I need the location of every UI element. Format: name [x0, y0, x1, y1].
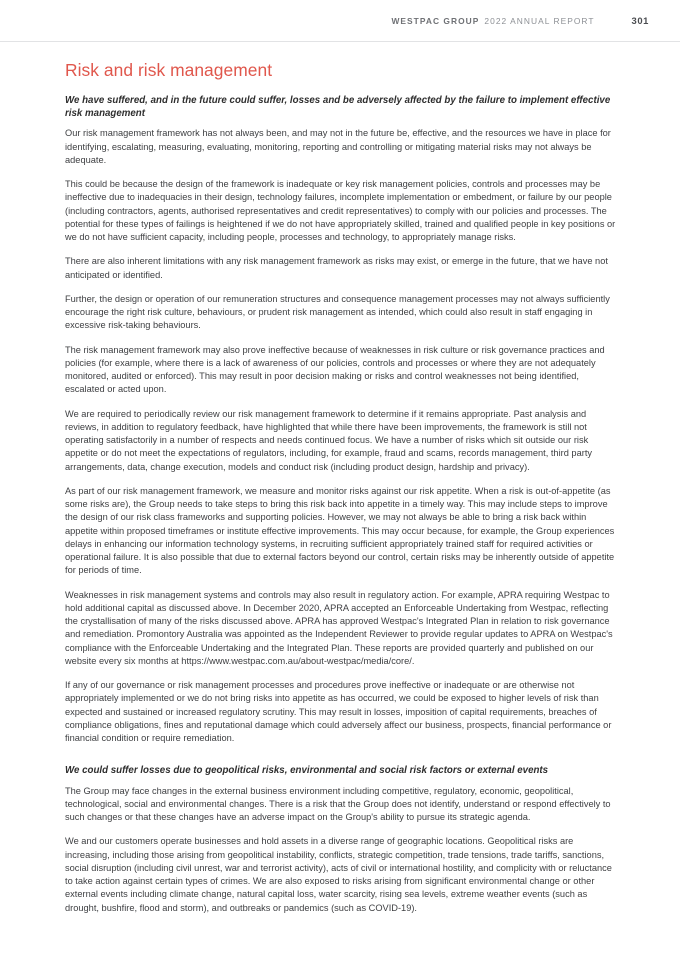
paragraph: The Group may face changes in the external business environment including competitive, regulatory, economic, geopolitical, technological, social and environmental changes. There is a risk that the Group does not identify, understand or respond effectively to such changes or that these changes have an adverse impact on the Group's ability to pursue its strategic agenda.: [65, 785, 611, 823]
paragraph: There are also inherent limitations with any risk management framework as risks may exist, or emerge in the future, that we have not anticipated or identified.: [65, 256, 608, 280]
header-inner: [391, 15, 649, 26]
paragraph: We are required to periodically review our risk management framework to determine if it remains appropriate. Past analysis and reviews, in addition to regulatory feedback, have highlighted that while there have been improvements, the framework is still not operating satisfactorily in a number of respects and needs continued focus. We have a number of risks which sit outside our risk appetite or do not meet the expectations of regulators, including, for example, fraud and scams, records management, third party arrangements, data, change execution, models and conduct risk (including product design, hardship and privacy).: [65, 408, 593, 472]
risk-factor-heading-1: We have suffered, and in the future could suffer, losses and be adversely affected by the failure to implement effective risk management: [65, 95, 611, 120]
page-title: Risk and risk management: [65, 60, 273, 80]
paragraph: This could be because the design of the framework is inadequate or key risk management policies, controls and processes may be ineffective due to inadequacies in their design, technology failures, incomplete implementation or embedment, or failure by our people (including contractors, agents, authorised representatives and credit representatives) to comply with our policies and processes. The potential for these types of failings is heightened if we do not have appropriately skilled, trained and qualified people in key positions or we do not have sufficient capacity, including people, processes and technology, to appropriately manage risks.: [65, 179, 616, 243]
paragraph: Weaknesses in risk management systems and controls may also result in regulatory action. For example, APRA requiring Westpac to hold additional capital as discussed above. In December 2020, APRA accepted an Enforceable Undertaking from Westpac, reflecting the crystallisation of many of the risks discussed above. APRA has approved Westpac's Integrated Plan in relation to risk governance and remediation. Promontory Australia was appointed as the Independent Reviewer to provide regular updates to APRA on Westpac's compliance with the Enforceable Undertaking and the Integrated Plan. These reports are provided quarterly and published on our website every six months at https://www.westpac.com.au/about-westpac/media/core/.: [65, 589, 613, 666]
page-number: 301: [631, 15, 649, 26]
paragraph: As part of our risk management framework, we measure and monitor risks against our risk appetite. When a risk is out-of-appetite (as some risks are), the Group needs to take steps to bring this risk back into appetite in a timely way. This may include steps to improve the design of our risk class frameworks and supporting policies. However, we may not always be able to bring a risk back within appetite within proposed timeframes or institute effective improvements. This may occur because, for example, the Group experiences delays in enhancing our information technology systems, in recruiting sufficient appropriately trained staff for required activities or operational failure. It is also possible that due to external factors beyond our control, certain risks may be inherently outside of appetite for periods of time.: [65, 485, 615, 576]
paragraph: Further, the design or operation of our remuneration structures and consequence management processes may not always sufficiently encourage the right risk culture, behaviours, or prudent risk management as intended, which could also result in staff engaging in excessive risk-taking behaviours.: [65, 293, 610, 331]
header-brand-name: WESTPAC GROUP: [391, 16, 480, 26]
paragraph: The risk management framework may also prove ineffective because of weaknesses in risk culture or risk governance practices and policies (for example, where there is a lack of awareness of our policies, controls and processes or where they are not adequately monitored, audited or enforced). This may result in poor decision making or risks and control weaknesses not being identified, escalated or acted upon.: [65, 344, 605, 395]
risk-factor-heading-2: We could suffer losses due to geopolitical risks, environmental and social risk factors or external events: [65, 765, 549, 777]
header-divider-rule: [0, 41, 680, 42]
header-report-title: 2022 ANNUAL REPORT: [484, 16, 595, 26]
running-header: [0, 0, 680, 41]
paragraph: Our risk management framework has not always been, and may not in the future be, effective, and the resources we have in place for identifying, escalating, measuring, evaluating, monitoring, reporting and controlling or mitigating material risks may not always be adequate.: [65, 128, 611, 165]
paragraph: We and our customers operate businesses and hold assets in a diverse range of geographic locations. Geopolitical risks are increasing, including those arising from geopolitical instability, conflicts, strategic competition, trade tensions, trade tariffs, sanctions, social disruption (including civil unrest, war and terrorist activity), acts of civil or international hostility, and complicity with or reluctance to take action against certain types of crimes. We are also exposed to risks arising from significant environmental change or other external events including climate change, natural capital loss, water scarcity, rising sea levels, extreme weather events (such as drought, bushfire, flood and storm), and outbreaks or pandemics (such as COVID-19).: [65, 836, 612, 913]
page-content: [65, 60, 617, 915]
paragraph: If any of our governance or risk management processes and procedures prove ineffective or inadequate or are otherwise not appropriately implemented or we do not bring risks into appetite as has occurred, we could be exposed to higher levels of risk than expected and sustained or increased regulatory scrutiny. This may result in losses, imposition of capital requirements, breaches of compliance obligations, fines and reputational damage which could adversely affect our business, prospects, financial performance or financial condition or require remediation.: [65, 680, 612, 744]
